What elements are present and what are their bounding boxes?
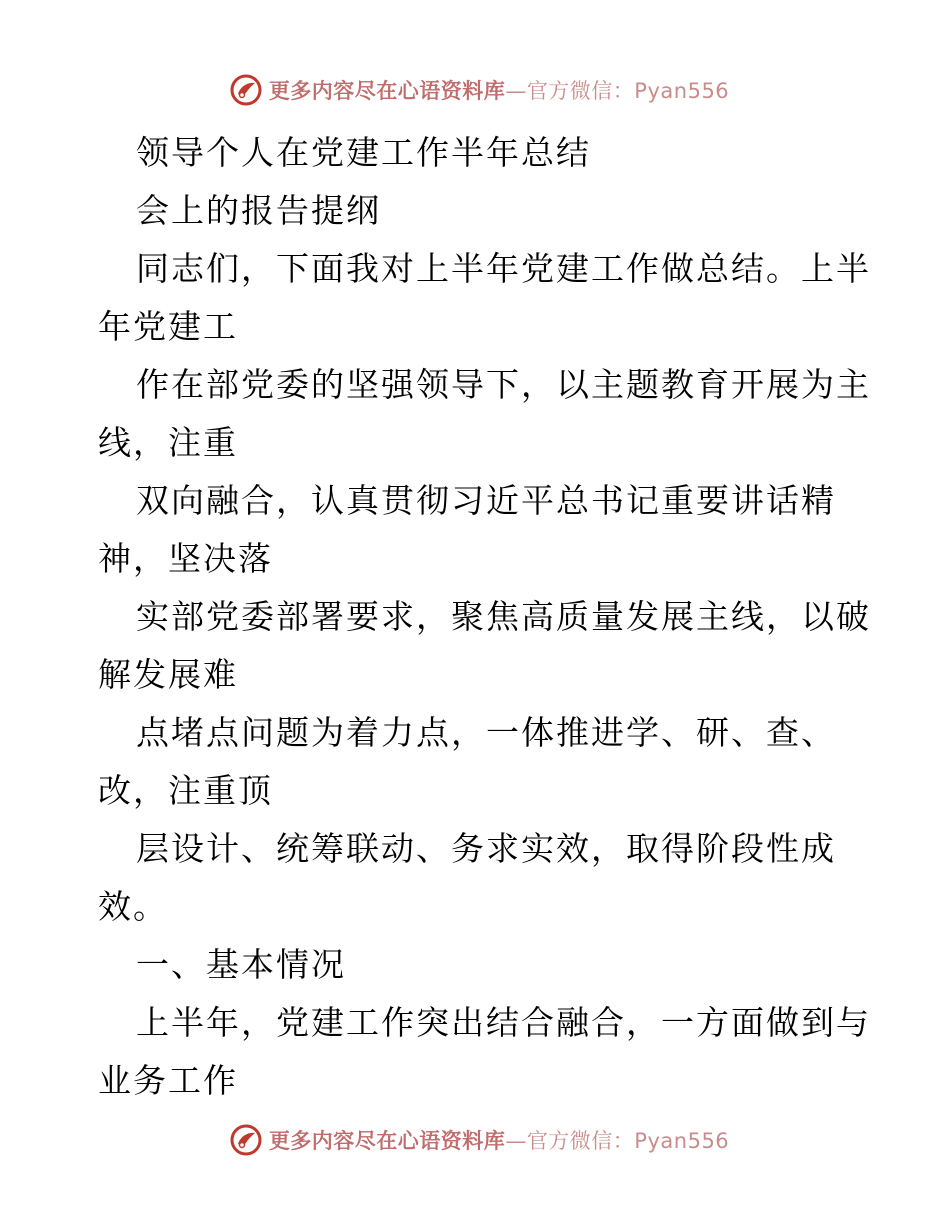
document-body	[98, 124, 871, 1110]
paragraph-line: 同志们，下面我对上半年党建工作做总结。上半	[136, 249, 871, 288]
paragraph-line: 点堵点问题为着力点，一体推进学、研、查、	[136, 713, 836, 752]
header-banner	[0, 70, 950, 110]
banner-text	[269, 75, 729, 105]
banner-site-text: 更多内容尽在心语资料库	[268, 1129, 506, 1153]
paragraph-line: 改，注重顶	[98, 771, 273, 810]
banner-site-text: 更多内容尽在心语资料库	[268, 79, 506, 103]
title-line-2: 会上的报告提纲	[136, 191, 381, 230]
footer-banner	[0, 1120, 950, 1160]
paragraph-line: 双向融合，认真贯彻习近平总书记重要讲话精	[136, 481, 836, 520]
paragraph-line: 上半年，党建工作突出结合融合，一方面做到与	[136, 1003, 871, 1042]
banner-dash: —	[505, 79, 527, 103]
paragraph-line: 神，坚决落	[98, 539, 273, 578]
banner-dash: —	[505, 1129, 527, 1153]
library-logo-icon	[229, 73, 263, 107]
banner-contact-text: 官方微信：Pyan556	[526, 1129, 730, 1153]
paragraph-line: 作在部党委的坚强领导下，以主题教育开展为主	[136, 365, 871, 404]
paragraph-line: 年党建工	[98, 307, 238, 346]
paragraph-line: 层设计、统筹联动、务求实效，取得阶段性成	[136, 829, 836, 868]
section-heading: 一、基本情况	[136, 945, 346, 984]
paragraph-line: 业务工作	[98, 1061, 238, 1100]
banner-contact-text: 官方微信：Pyan556	[526, 79, 730, 103]
paragraph-line: 解发展难	[98, 655, 238, 694]
library-logo-icon	[229, 1123, 263, 1157]
title-line-1: 领导个人在党建工作半年总结	[136, 133, 591, 172]
paragraph-line: 线，注重	[98, 423, 238, 462]
banner-text	[269, 1125, 729, 1155]
paragraph-line: 实部党委部署要求，聚焦高质量发展主线，以破	[136, 597, 871, 636]
paragraph-line: 效。	[98, 887, 168, 926]
